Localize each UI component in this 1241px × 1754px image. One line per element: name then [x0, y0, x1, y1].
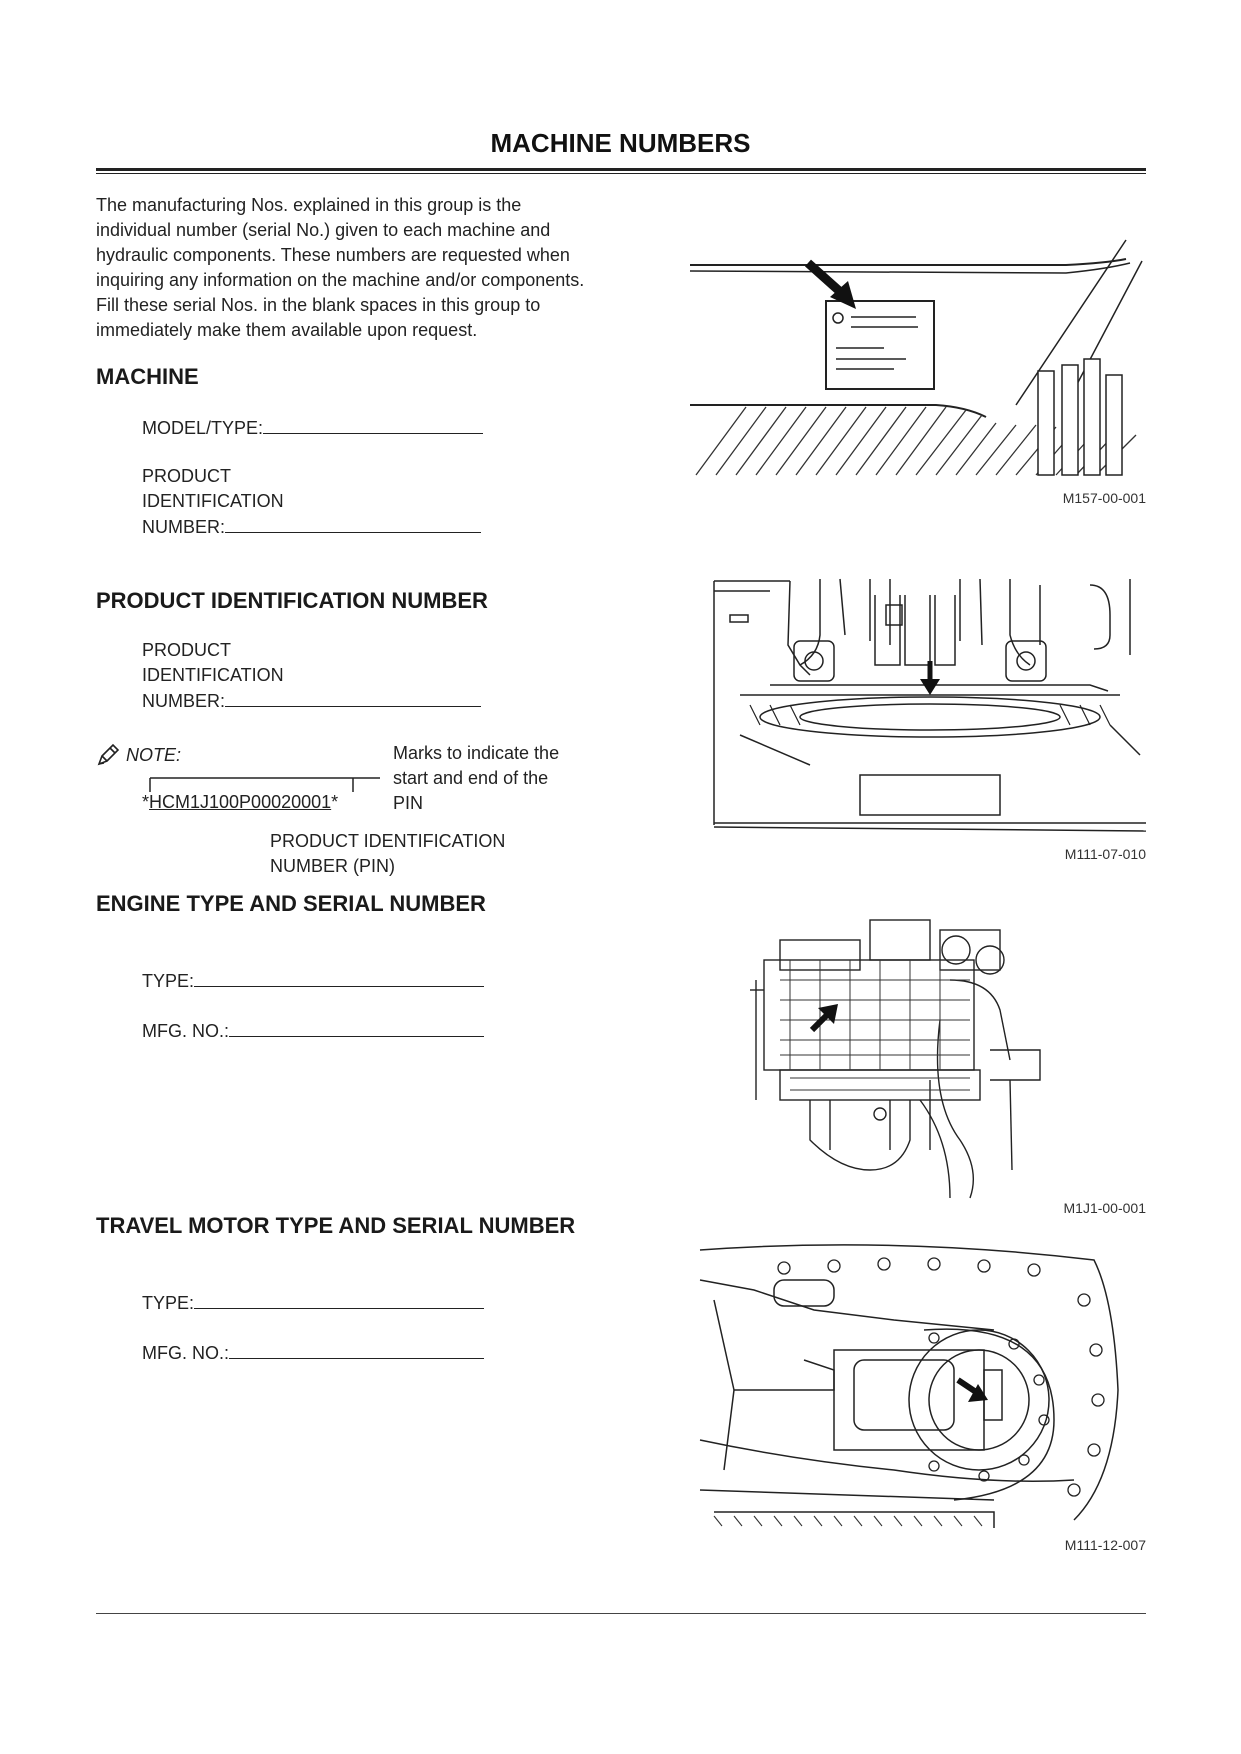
- travel-motor-type-field[interactable]: [142, 1290, 484, 1316]
- travel-motor-mfg-field[interactable]: [142, 1340, 484, 1366]
- pin-section-heading: PRODUCT IDENTIFICATION NUMBER: [96, 588, 488, 613]
- model-type-blank[interactable]: [263, 415, 483, 434]
- model-type-label: MODEL/TYPE:: [142, 418, 264, 438]
- pin-suffix: *: [331, 792, 339, 812]
- title-rule-thin: [96, 173, 1146, 174]
- pin-caption: [270, 829, 505, 879]
- travel-motor-mfg-blank[interactable]: [229, 1340, 484, 1359]
- machine-figure-caption: M157-00-001: [1062, 490, 1146, 506]
- pin-prefix: *: [142, 792, 150, 812]
- page-title: MACHINE NUMBERS: [490, 128, 751, 158]
- engine-mfg-blank[interactable]: [229, 1018, 484, 1037]
- travel-motor-figure-caption: M111-12-007: [1064, 1537, 1146, 1553]
- marks-text-line: Marks to indicate the: [393, 743, 560, 763]
- pin-section-label-3: NUMBER:: [142, 691, 226, 711]
- pin-example-value: HCM1J100P00020001: [149, 792, 332, 812]
- marks-text-line: start and end of the: [393, 768, 549, 788]
- marks-text-line: PIN: [393, 793, 424, 813]
- pin-location-figure: [710, 575, 1150, 835]
- intro-line: inquiring any information on the machine and/or components.: [96, 270, 585, 290]
- intro-line: immediately make them available upon request.: [96, 320, 478, 340]
- machine-heading: MACHINE: [96, 364, 199, 389]
- machine-pin-label-2: IDENTIFICATION: [142, 491, 284, 511]
- machine-pin-blank[interactable]: [225, 514, 481, 533]
- note-label: NOTE:: [126, 745, 182, 765]
- pin-figure-caption: M111-07-010: [1064, 846, 1146, 862]
- footer-rule: [96, 1613, 1146, 1614]
- intro-line: hydraulic components. These numbers are requested when: [96, 245, 570, 265]
- engine-heading: ENGINE TYPE AND SERIAL NUMBER: [96, 891, 486, 916]
- machine-pin-label-3: NUMBER:: [142, 517, 226, 537]
- engine-mfg-label: MFG. NO.:: [142, 1021, 229, 1041]
- pin-section-label-1: PRODUCT: [142, 640, 231, 660]
- machine-plate-figure: [686, 235, 1146, 485]
- title-rule-thick: [96, 168, 1146, 171]
- machine-pin-label-1: PRODUCT: [142, 466, 231, 486]
- pin-caption-line: PRODUCT IDENTIFICATION: [270, 831, 506, 851]
- travel-motor-mfg-label: MFG. NO.:: [142, 1343, 229, 1363]
- note-pencil-icon: [96, 742, 120, 768]
- intro-line: Fill these serial Nos. in the blank spaces in this group to: [96, 295, 541, 315]
- model-type-field[interactable]: [142, 415, 483, 441]
- engine-type-blank[interactable]: [194, 968, 484, 987]
- travel-motor-type-label: TYPE:: [142, 1293, 195, 1313]
- pin-section-blank[interactable]: [225, 688, 481, 707]
- travel-motor-heading: TRAVEL MOTOR TYPE AND SERIAL NUMBER: [96, 1213, 576, 1238]
- pin-section-label-2: IDENTIFICATION: [142, 665, 284, 685]
- engine-figure: [750, 900, 1060, 1200]
- pin-example: [142, 790, 338, 815]
- intro-line: individual number (serial No.) given to each machine and: [96, 220, 551, 240]
- travel-motor-figure: [694, 1240, 1124, 1530]
- travel-motor-type-blank[interactable]: [194, 1290, 484, 1309]
- engine-mfg-field[interactable]: [142, 1018, 484, 1044]
- machine-pin-field[interactable]: [142, 464, 481, 540]
- engine-figure-caption: M1J1-00-001: [1063, 1200, 1146, 1216]
- engine-type-field[interactable]: [142, 968, 484, 994]
- pin-section-field[interactable]: [142, 638, 481, 714]
- engine-type-label: TYPE:: [142, 971, 195, 991]
- pin-caption-line: NUMBER (PIN): [270, 856, 395, 876]
- intro-line: The manufacturing Nos. explained in this group is the: [96, 195, 522, 215]
- pin-marks-note: [393, 741, 559, 816]
- intro-paragraph: [96, 193, 656, 343]
